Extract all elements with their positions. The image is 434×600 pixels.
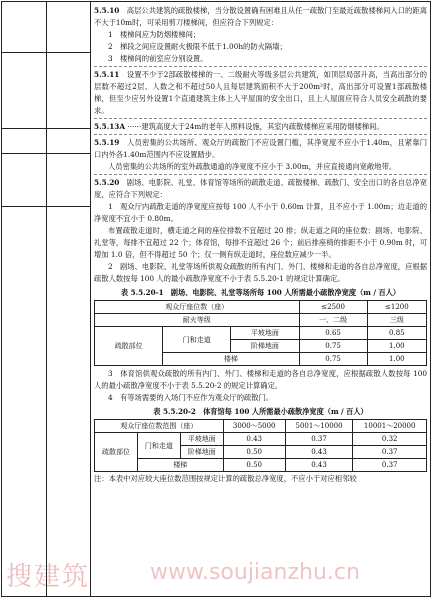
table-cell: 0.37 xyxy=(353,446,427,459)
clause-number: 5.5.20 xyxy=(94,178,120,187)
margin-row-line xyxy=(2,52,90,53)
table-caption: 表 5.5.20-2 体育馆每 100 人所需最小疏散净宽度（m / 百人） xyxy=(153,407,368,416)
clause-content xyxy=(94,5,427,485)
table-cell: 1.00 xyxy=(367,353,426,366)
table-cell: 0.43 xyxy=(285,459,353,472)
clause-number: 5.5.11 xyxy=(94,70,120,79)
table-cell: 0.50 xyxy=(223,459,285,472)
margin-row-line xyxy=(2,206,90,207)
table-cell: 0.37 xyxy=(353,459,427,472)
clause-text: 剧场、电影院、礼堂、体育馆等场所的疏散走道、疏散楼梯、疏散门、安全出口的各自总净宽度，应符合下列规定： xyxy=(94,178,428,199)
table-row-header: 楼梯 xyxy=(137,459,223,472)
table-row-header: 门和走道 xyxy=(137,433,180,459)
clause-number: 5.5.10 xyxy=(94,6,120,15)
divider xyxy=(94,66,427,67)
table-header: 3000～5000 xyxy=(223,420,285,433)
document-page xyxy=(1,1,431,597)
table-header: 观众厅座位数范围（座） xyxy=(95,420,224,433)
table-note: 注：本表中对应较大座位数范围按规定计算的疏散总净宽度，不应小于对应相邻较 xyxy=(94,474,357,483)
clause-number: 5.5.19 xyxy=(94,138,120,147)
table-cell: 0.65 xyxy=(299,327,367,340)
margin-row-line xyxy=(2,153,90,154)
list-item: 1 楼梯间应为防烟楼梯间； xyxy=(108,30,201,39)
table-cell: 0.85 xyxy=(367,327,426,340)
table-header: 耐火等级 xyxy=(95,314,300,327)
list-item: 2 梯段之间应设置耐火极限不低于1.00h的防火隔墙； xyxy=(108,42,287,51)
table-cell: 0.43 xyxy=(223,433,285,446)
list-item: 3 体育馆供观众疏散的所有内门、外门、楼梯和走道的各自总净宽度，应根据疏散人数按每 100 人的最小疏散净宽度不小于表 5.5.20-2 的规定计算确定。 xyxy=(94,369,427,390)
clause-5-5-20 xyxy=(94,177,427,201)
divider xyxy=(94,118,427,119)
table-header: 观众厅座位数（座） xyxy=(95,301,300,314)
table-header: 三级 xyxy=(367,314,426,327)
table-row-header: 疏散部位 xyxy=(95,433,138,472)
table-header: 10001～20000 xyxy=(353,420,427,433)
clause-5-5-11 xyxy=(94,69,427,117)
clause-5-5-10 xyxy=(94,5,427,29)
clause-text: 人员密集的公共场所、观众厅的疏散门不应设置门槛，其净宽度不应小于1.40m，且紧靠门口内外各1.40m范围内不应设置踏步。 xyxy=(94,138,427,159)
margin-row-line xyxy=(2,128,90,129)
table-row-header: 阶梯地面 xyxy=(180,446,223,459)
clause-5-5-13a: 5.5.13A ······建筑高度大于24m的老年人照料设施，其室内疏散楼梯应采用防烟楼梯间。 xyxy=(94,122,384,131)
list-item: 1 观众厅内疏散走道的净宽度应按每 100 人不小于 0.60m 计算，且不应小于 1.00m；边走道的净宽度不宜小于 0.80m。 xyxy=(94,202,427,223)
clause-text: 高层公共建筑的疏散楼梯，当分散设置确有困难且从任一疏散门至最近疏散楼梯间入口的距离不大于10m时，可采用剪刀楼梯间，但应符合下列规定： xyxy=(94,6,428,27)
divider xyxy=(94,134,427,135)
table-header: 5001～10000 xyxy=(285,420,353,433)
left-margin-columns xyxy=(2,2,91,596)
table-row-header: 阶梯地面 xyxy=(231,340,299,353)
clause-text: 设置不少于2部疏散楼梯的一、二级耐火等级多层公共建筑，如顶层局部升高，当高出部分的层数不超过2层、人数之和不超过50人且每层建筑面积不大于200m²时，高出部分可设置1部疏散楼梯，但至少应另外设置1个直通建筑主体上人平屋面的安全出口，且上人屋面应符合人员安全疏散的要求。 xyxy=(94,70,428,115)
clause-text: 建筑高度大于24m的老年人照料设施，其室内疏散楼梯应采用防烟楼梯间。 xyxy=(141,122,384,131)
list-item: 2 剧场、电影院、礼堂等场所供观众疏散的所有内门、外门、楼梯和走道的各自总净宽度，应根据疏散人数按每 100 人的最小疏散净宽度不小于表 5.5.20-1 的规定计算确定。 xyxy=(94,262,427,283)
clause-text: 人员密集的公共场所的室外疏散通道的净宽度不应小于 3.00m，并应直接通向宽敞地带。 xyxy=(108,162,397,171)
table-row-header: 楼梯 xyxy=(163,353,299,366)
table-cell: 0.75 xyxy=(299,353,367,366)
table-header: ≤1200 xyxy=(367,301,426,314)
table-row-header: 平坡地面 xyxy=(180,433,223,446)
watermark: 搜建筑 xyxy=(6,562,91,592)
table-5-5-20-1 xyxy=(94,300,427,366)
table-cell: 0.32 xyxy=(353,433,427,446)
table-header: 一、二级 xyxy=(299,314,367,327)
clause-number: 5.5.13A xyxy=(94,122,126,131)
list-item: 3 楼梯间的前室应分别设置。 xyxy=(108,54,208,63)
table-cell: 0.75 xyxy=(299,340,367,353)
table-caption: 表 5.5.20-1 剧场、电影院、礼堂等场所每 100 人所需最小疏散净宽度（m / 百人） xyxy=(120,288,401,297)
table-5-5-20-2 xyxy=(94,419,427,472)
table-cell: 0.50 xyxy=(223,446,285,459)
table-row-header: 平坡地面 xyxy=(231,327,299,340)
table-cell: 0.37 xyxy=(285,433,353,446)
table-header: ≤2500 xyxy=(299,301,367,314)
list-item: 4 有等场需要的入场门不应作为观众厅的疏散门。 xyxy=(108,393,274,402)
margin-divider xyxy=(46,2,47,596)
clause-5-5-19 xyxy=(94,137,427,161)
paragraph: 布置疏散走道时，横走道之间的座位排数不宜超过 20 排；纵走道之间的座位数：剧场、电影院、礼堂等，每排不宜超过 22 个；体育馆，每排不宜超过 26 个；前后排座椅的排距不小于 0.90m 时，可增加 1.0 倍，但不得超过 50 个；仅一侧有纵走道时，座位数应减少一半。 xyxy=(94,226,427,259)
table-row-header: 疏散部位 xyxy=(95,327,163,366)
watermark-url: www.soujianzhu.cn xyxy=(150,560,360,585)
table-row-header: 门和走道 xyxy=(163,327,231,353)
table-cell: 0.43 xyxy=(285,446,353,459)
table-cell: 1.00 xyxy=(367,340,426,353)
divider xyxy=(94,174,427,175)
